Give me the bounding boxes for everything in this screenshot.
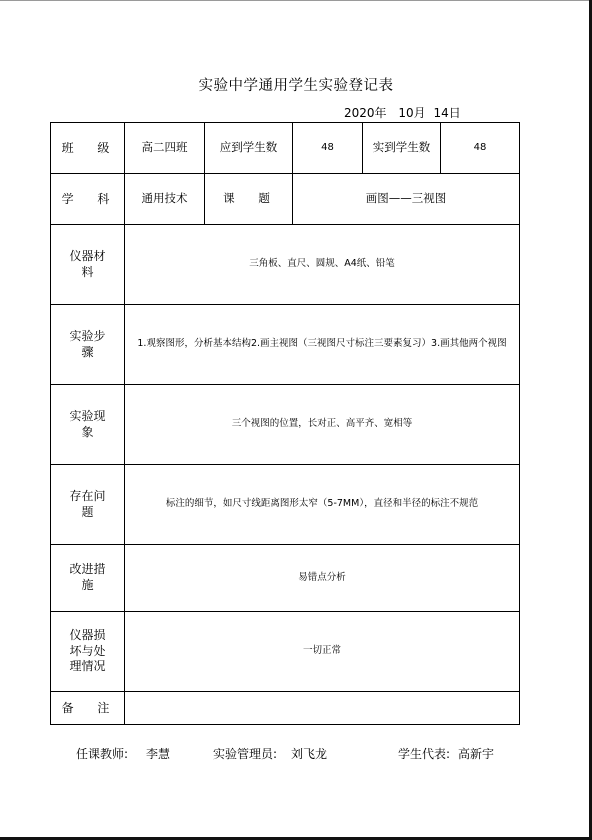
record-date [344,104,461,121]
student-rep-name: 高新宇 [458,747,495,761]
table-row [51,225,520,305]
equipment-content: 三角板、直尺、圆规、A4纸、铅笔 [125,225,520,305]
subject-label: 学 科 [51,174,125,225]
table-row [51,385,520,465]
page-top-border [0,0,590,1]
table-row [51,174,520,225]
improvement-content: 易错点分析 [125,545,520,612]
table-row [51,123,520,174]
signature-footer [0,745,592,761]
admin-label: 实验管理员: [213,747,278,761]
document-title: 实验中学通用学生实验登记表 [198,78,394,94]
phenomenon-content: 三个视图的位置，长对正、高平齐、宽相等 [125,385,520,465]
registration-table [50,122,520,725]
expected-students-label: 应到学生数 [205,123,293,174]
topic-value: 画图——三视图 [293,174,520,225]
table-row [51,545,520,612]
steps-label: 实验步骤 [51,305,125,385]
table-row [51,692,520,725]
remarks-content [125,692,520,725]
class-label: 班 级 [51,123,125,174]
steps-content: 1.观察图形，分析基本结构2.画主视图（三视图尺寸标注三要素复习）3.画其他两个视图 [125,305,520,385]
teacher-label: 任课教师: [76,747,129,761]
teacher-name: 李慧 [146,747,171,761]
student-rep-label: 学生代表: [398,747,451,761]
date-year: 2020年 [344,106,387,120]
improvement-label: 改进措施 [51,545,125,612]
remarks-label: 备 注 [51,692,125,725]
admin-name: 刘飞龙 [291,747,328,761]
phenomenon-label: 实验现象 [51,385,125,465]
equipment-label: 仪器材料 [51,225,125,305]
actual-students-value: 48 [441,123,520,174]
topic-label: 课 题 [205,174,293,225]
problems-content: 标注的细节，如尺寸线距离图形太窄（5-7MM），直径和半径的标注不规范 [125,465,520,545]
actual-students-label: 实到学生数 [363,123,441,174]
table-row [51,612,520,692]
date-day: 14日 [433,106,461,120]
problems-label: 存在问题 [51,465,125,545]
table-row [51,305,520,385]
damage-content: 一切正常 [125,612,520,692]
expected-students-value: 48 [293,123,363,174]
date-month: 10月 [398,106,426,120]
damage-label: 仪器损坏与处理情况 [51,612,125,692]
subject-value: 通用技术 [125,174,205,225]
table-row [51,465,520,545]
class-value: 高二四班 [125,123,205,174]
